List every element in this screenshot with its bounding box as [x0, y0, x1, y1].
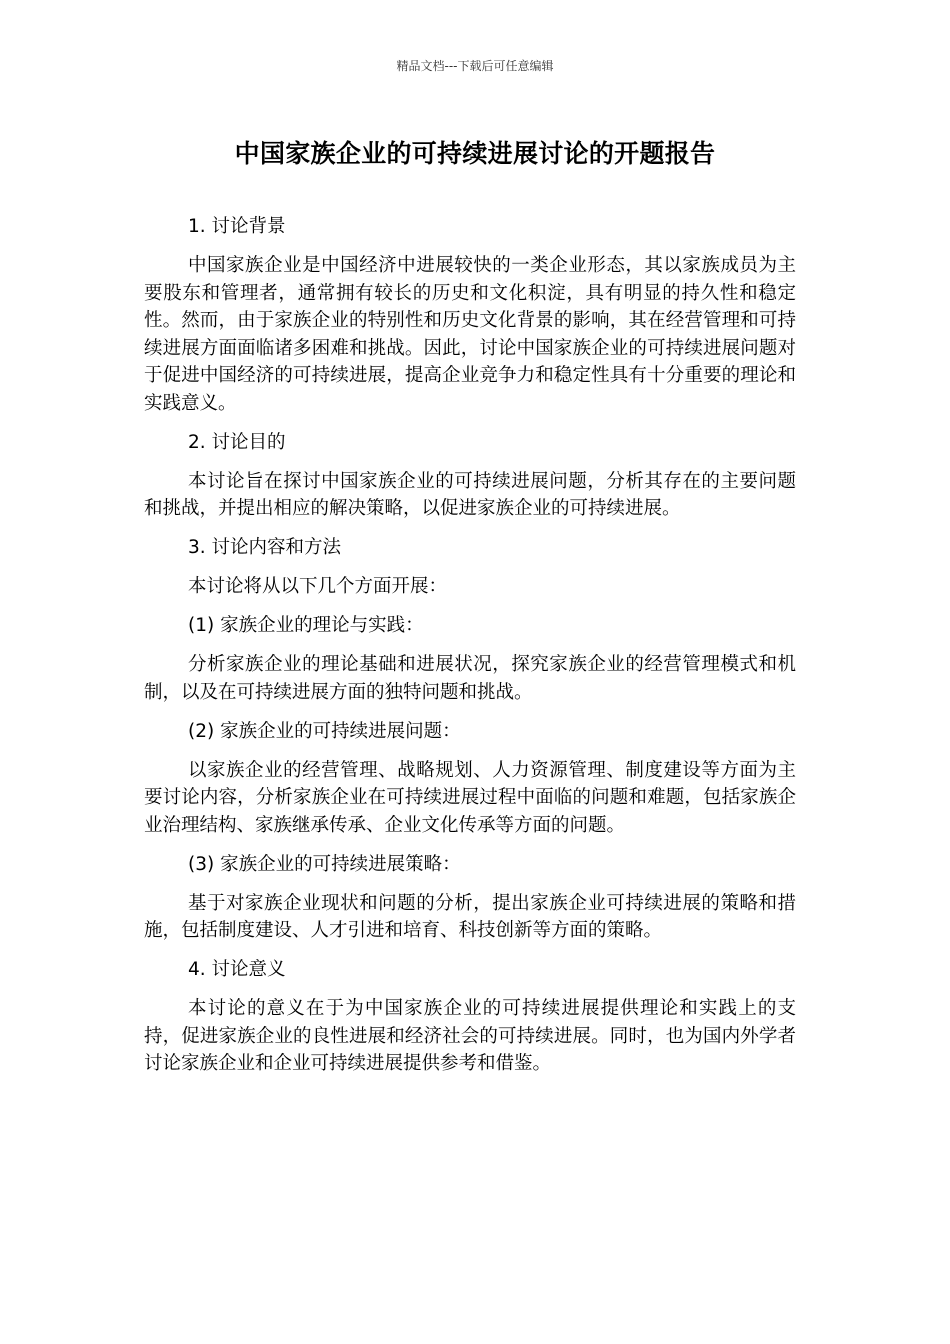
paragraph-purpose: 本讨论旨在探讨中国家族企业的可持续进展问题，分析其存在的主要问题和挑战，并提出相应的解决策略，以促进家族企业的可持续进展。: [144, 470, 796, 519]
document-title: 中国家族企业的可持续进展讨论的开题报告: [234, 139, 716, 168]
paragraph-background: 中国家族企业是中国经济中进展较快的一类企业形态，其以家族成员为主要股东和管理者，通常拥有较长的历史和文化积淀，具有明显的持久性和稳定性。然而，由于家族企业的特别性和历史文化背景的影响，其在经营管理和可持续进展方面面临诸多困难和挑战。因此，讨论中国家族企业的可持续进展问题对于促进中国经济的可持续进展，提高企业竞争力和稳定性具有十分重要的理论和实践意义。: [144, 255, 796, 414]
document-body: [144, 213, 796, 1089]
section-heading-purpose: 2. 讨论目的: [188, 431, 286, 453]
subheading-sustainability-issues: (2) 家族企业的可持续进展问题：: [188, 720, 461, 742]
subheading-sustainability-strategy: (3) 家族企业的可持续进展策略：: [188, 853, 461, 875]
section-heading-significance: 4. 讨论意义: [188, 959, 286, 980]
header-note: 精品文档---下载后可任意编辑: [396, 59, 554, 73]
paragraph-content-intro: 本讨论将从以下几个方面开展：: [188, 576, 448, 597]
paragraph-sustainability-strategy: 基于对家族企业现状和问题的分析，提出家族企业可持续进展的策略和措施，包括制度建设、人才引进和培育、科技创新等方面的策略。: [144, 892, 796, 941]
paragraph-theory-practice: 分析家族企业的理论基础和进展状况，探究家族企业的经营管理模式和机制，以及在可持续进展方面的独特问题和挑战。: [144, 654, 796, 703]
paragraph-significance: 本讨论的意义在于为中国家族企业的可持续进展提供理论和实践上的支持，促进家族企业的良性进展和经济社会的可持续进展。同时，也为国内外学者讨论家族企业和企业可持续进展提供参考和借鉴。: [144, 998, 796, 1074]
section-heading-content-method: 3. 讨论内容和方法: [188, 537, 342, 558]
paragraph-sustainability-issues: 以家族企业的经营管理、战略规划、人力资源管理、制度建设等方面为主要讨论内容，分析家族企业在可持续进展过程中面临的问题和难题，包括家族企业治理结构、家族继承传承、企业文化传承等方面的问题。: [144, 759, 796, 836]
subheading-theory-practice: (1) 家族企业的理论与实践：: [188, 615, 424, 636]
section-heading-background: 1. 讨论背景: [188, 216, 286, 237]
